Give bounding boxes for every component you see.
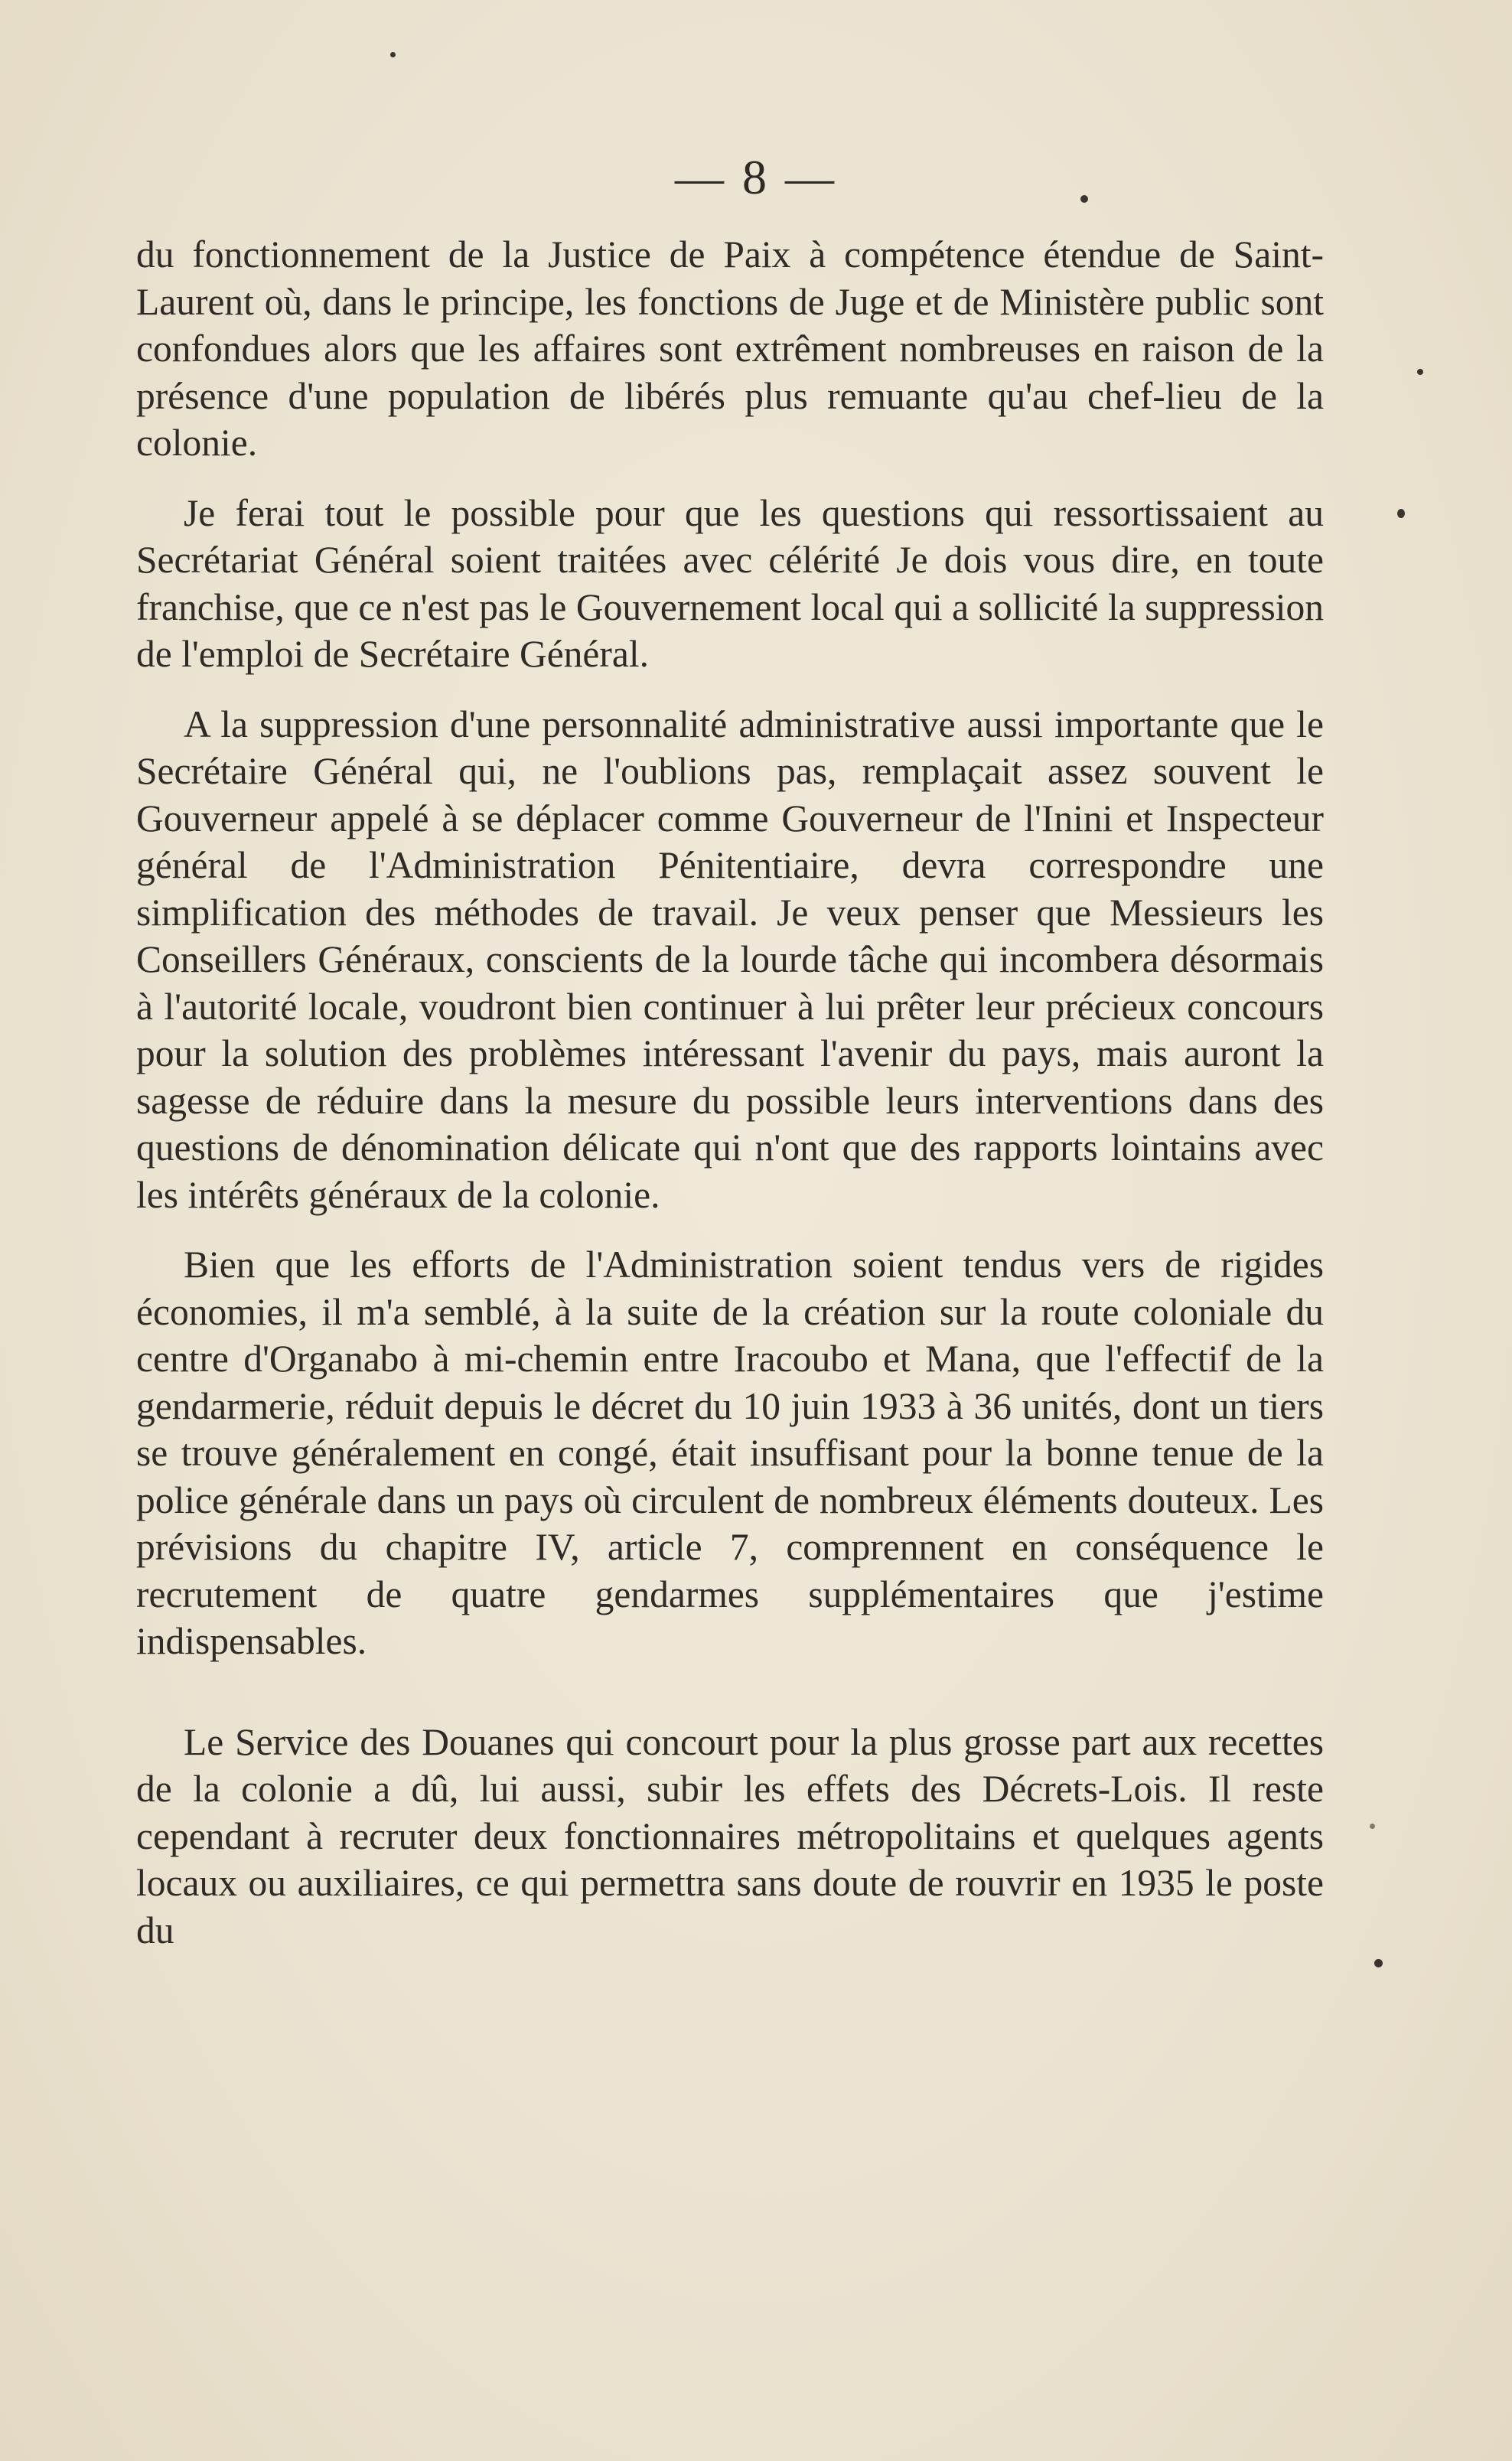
page-number: — 8 —	[675, 150, 837, 204]
paragraph-douanes: Le Service des Douanes qui concourt pour la plus grosse part aux recettes de la colonie a dû, lui aussi, subir les effets des Décrets-Lois. Il reste cependant à recruter deux fonctionnaires métropolitains et quelques agents locaux ou auxiliaires, ce qui permettra sans doute de rouvrir en 1935 le poste du	[136, 1720, 1324, 1951]
paragraph-gendarmerie: Bien que les efforts de l'Administration soient tendus vers de rigides économies, il m'a semblé, à la suite de la création sur la route coloniale du centre d'Organabo à mi-chemin entre Iracoubo et Mana, que l'effectif de la gendarmerie, réduit depuis le décret du 10 juin 1933 à 36 unités, dont un tiers se trouve généralement en congé, était insuffisant pour la bonne tenue de la police générale dans un pays où circulent de nombreux éléments douteux. Les prévisions du chapitre IV, article 7, comprennent en conséquence le recrutement de quatre gendarmes supplémentaires que j'estime indispensables.	[136, 1244, 1324, 1662]
paragraph-suppression-secretaire: A la suppression d'une personnalité administrative aussi importante que le Secrétaire Général qui, ne l'oublions pas, remplaçait assez souvent le Gouverneur appelé à se déplacer comme Gouverneur de l'Inini et Inspecteur général de l'Administration Pénitentiaire, devra correspondre une simplification des méthodes de travail. Je veux penser que Messieurs les Conseillers Généraux, conscients de la lourde tâche qui incombera désormais à l'autorité locale, voudront bien continuer à lui prêter leur précieux concours pour la solution des problèmes intéressant l'avenir du pays, mais auront la sagesse de réduire dans la mesure du possible leurs interventions dans des questions de dénomination délicate qui n'ont que des rapports lointains avec les intérêts généraux de la colonie.	[136, 702, 1324, 1216]
paper-speck	[1417, 369, 1423, 375]
paper-speck	[1370, 1824, 1375, 1829]
paragraph-secretariat-general: Je ferai tout le possible pour que les questions qui ressortissaient au Secrétariat Général soient traitées avec célérité Je dois vous dire, en toute franchise, que ce n'est pas le Gouvernement local qui a sollicité la suppression de l'emploi de Secrétaire Général.	[136, 491, 1324, 675]
paragraph-justice-de-paix: du fonctionnement de la Justice de Paix à compétence étendue de Saint-Laurent où, dans le principe, les fonctions de Juge et de Ministère public sont confondues alors que les affaires sont extrêment nombreuses en raison de la présence d'une population de libérés plus remuante qu'au chef-lieu de la colonie.	[136, 233, 1324, 464]
paper-speck	[390, 52, 396, 57]
body-text	[136, 231, 1324, 1977]
paper-speck	[1397, 509, 1405, 518]
paper-speck	[1374, 1959, 1383, 1967]
